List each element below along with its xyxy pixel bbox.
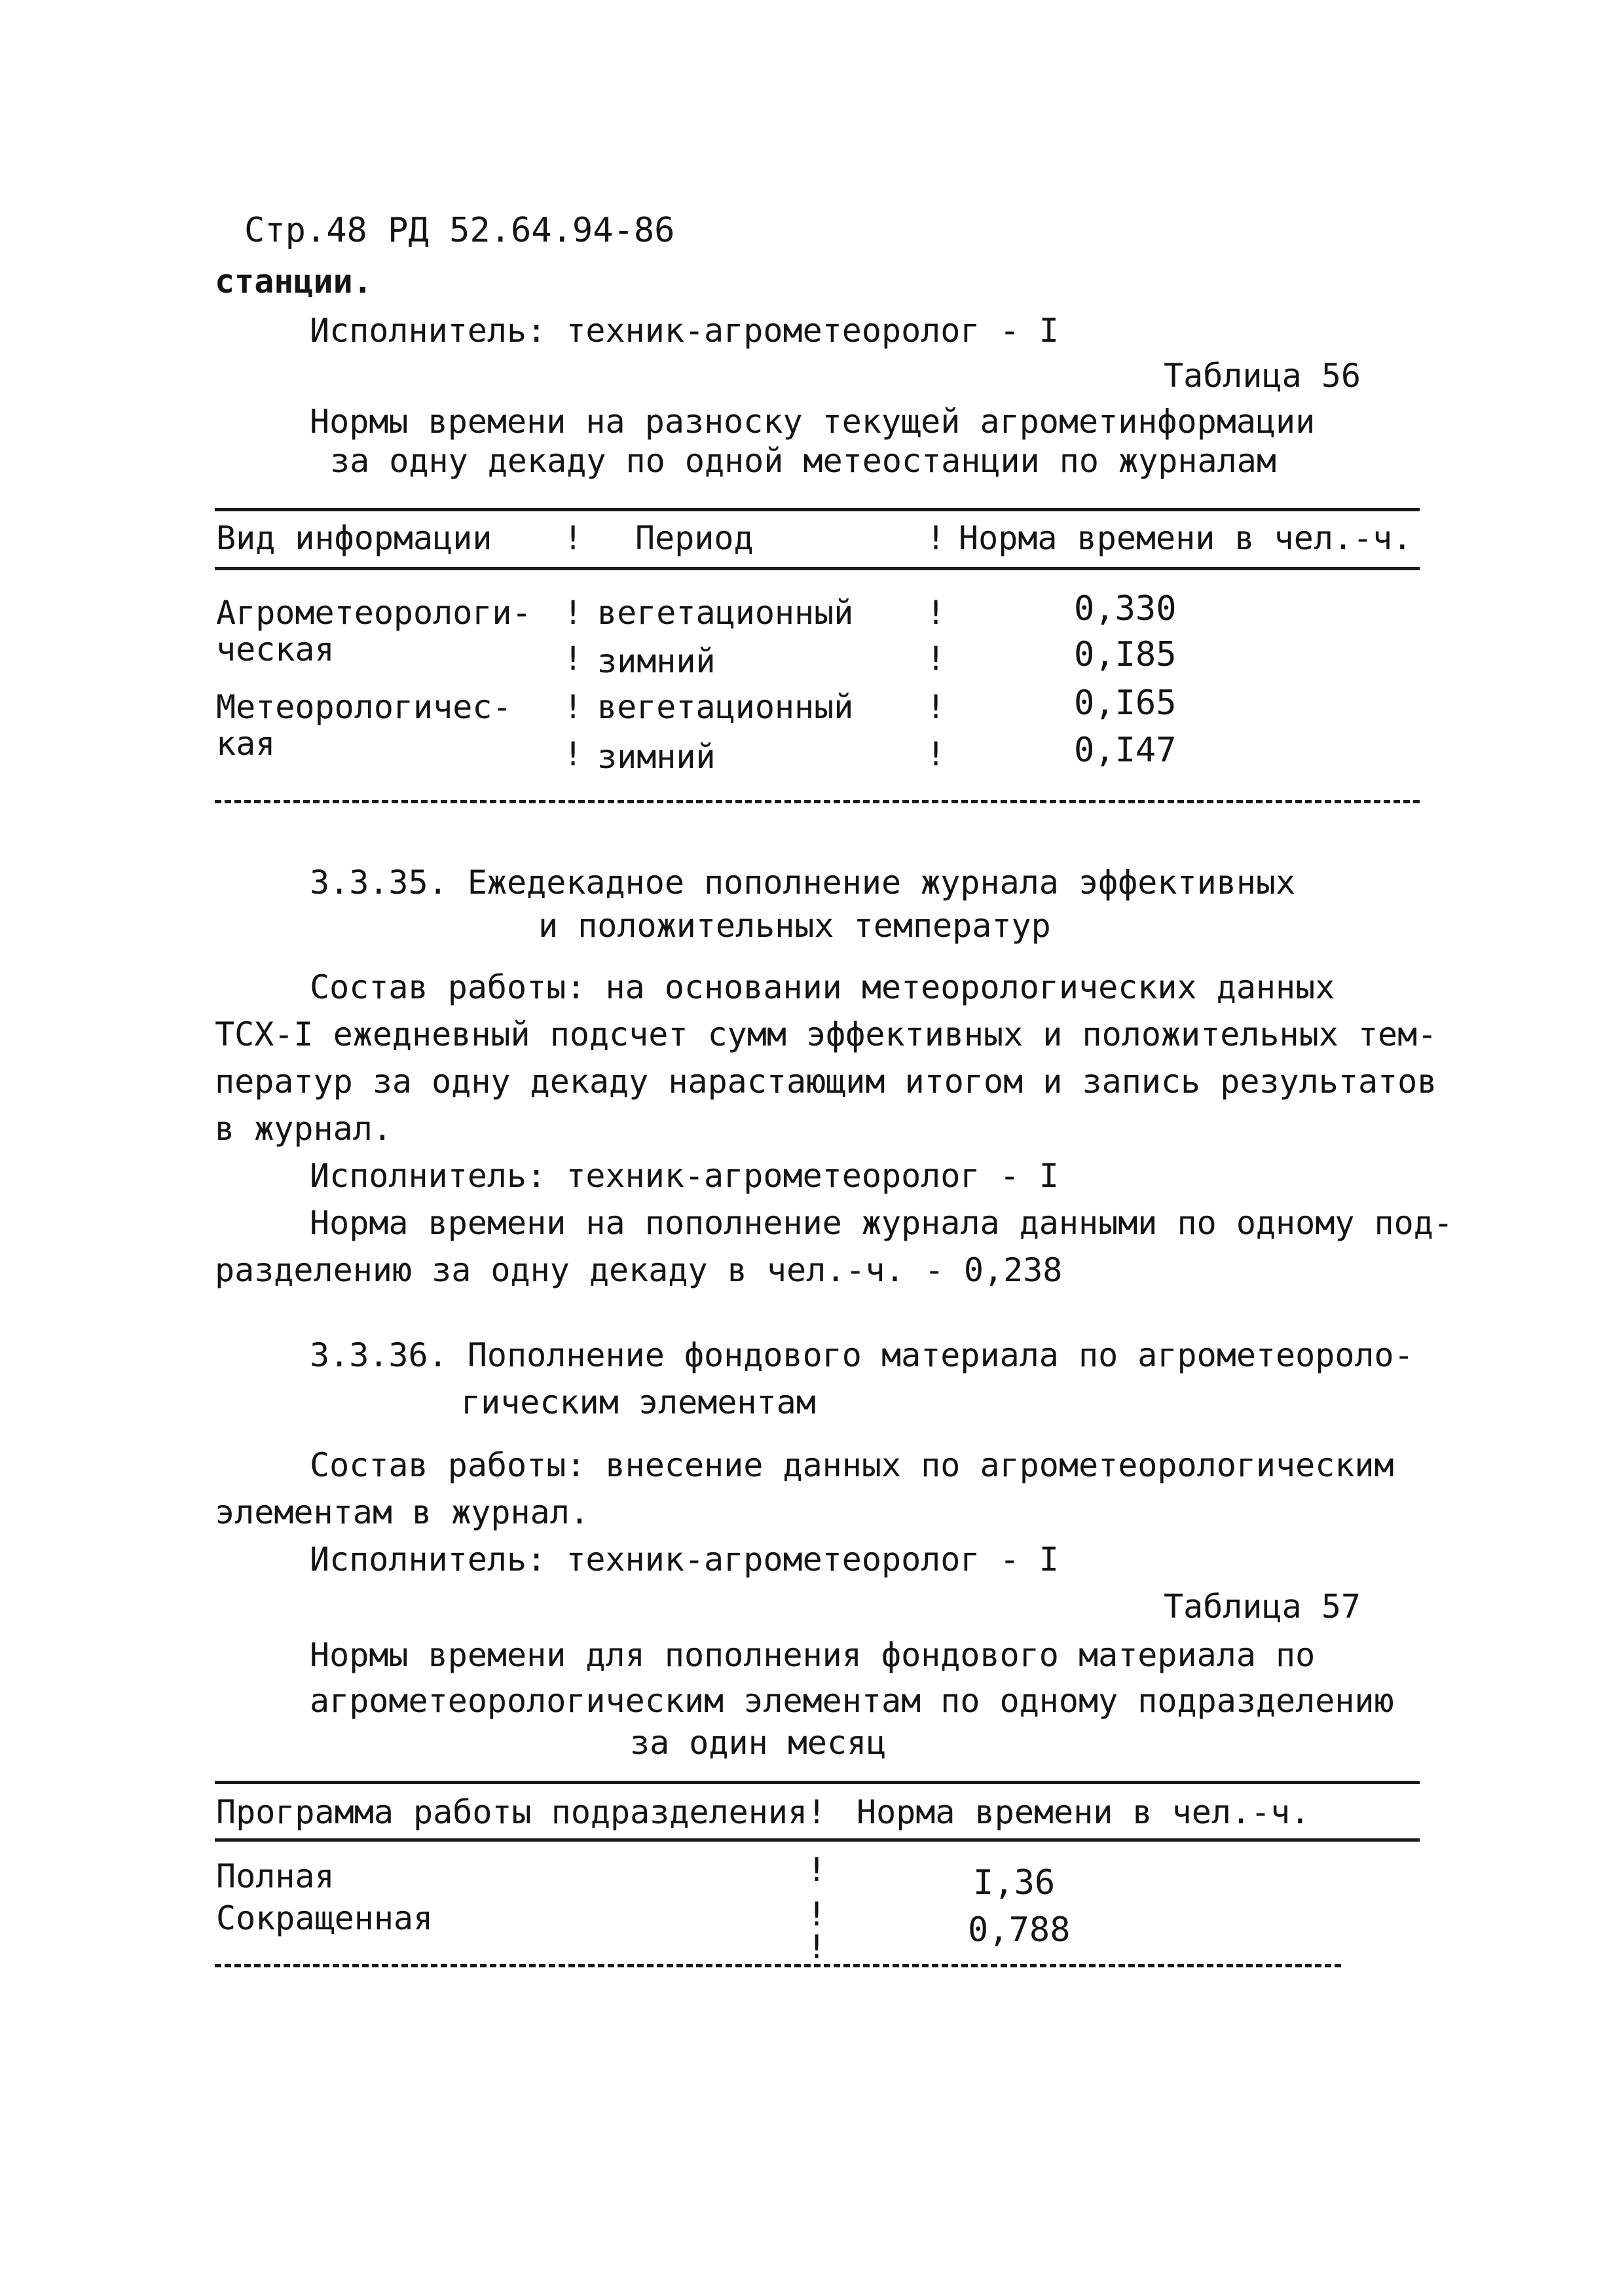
table-56-row-2-period-2: зимний	[597, 738, 716, 776]
table-56-row-1-value-2: 0,I85	[1074, 635, 1177, 674]
table-57-row-1-program: Полная	[216, 1857, 335, 1895]
paragraph-continuation: станции.	[215, 263, 373, 301]
column-separator: !	[807, 1793, 827, 1831]
section-3-3-36-heading-line-2: гическим элементам	[461, 1383, 816, 1421]
table-56-row-1-value-1: 0,330	[1074, 589, 1177, 629]
column-separator: !	[563, 519, 583, 557]
table-56-row-2-period-1: вегетационный	[597, 688, 854, 726]
table-57-title-line-3: за один месяц	[630, 1724, 887, 1762]
section-3-3-35-body-line-4: в журнал.	[215, 1110, 392, 1148]
column-separator: !	[926, 688, 946, 726]
column-separator: !	[807, 1928, 827, 1966]
table-57-row-2-value: 0,788	[968, 1910, 1071, 1950]
table-56-row-1-period-1: вегетационный	[597, 594, 854, 632]
column-separator: !	[563, 735, 583, 773]
section-3-3-35-performer: Исполнитель: техник-агрометеоролог - I	[310, 1157, 1059, 1195]
table-56-row-1-type-line-1: Агрометеорологи-	[216, 594, 532, 632]
column-separator: !	[926, 640, 946, 678]
table-56-header-rule	[215, 567, 1420, 570]
table-56-row-2-type-line-1: Метеорологичес-	[216, 688, 512, 726]
section-3-3-35-body-line-3: ператур за одну декаду нарастающим итогом и запись результатов	[215, 1063, 1437, 1101]
section-3-3-36-body-line-1: Состав работы: внесение данных по агрометеорологическим	[310, 1446, 1394, 1484]
section-3-3-35-norm-line-2: разделению за одну декаду в чел.-ч. - 0,238	[215, 1251, 1063, 1289]
column-separator: !	[563, 594, 583, 632]
section-3-3-35-body-line-1: Состав работы: на основании метеорологических данных	[310, 968, 1335, 1006]
table-56-row-1-period-2: зимний	[597, 642, 716, 680]
page-header: Стр.48 РД 52.64.94-86	[244, 211, 675, 250]
table-57-row-2-program: Сокращенная	[216, 1899, 434, 1937]
performer-line: Исполнитель: техник-агрометеоролог - I	[310, 312, 1059, 350]
table-56-label: Таблица 56	[1164, 357, 1361, 395]
table-57-header-norm: Норма времени в чел.-ч.	[857, 1793, 1310, 1831]
section-3-3-36-heading-line-1: 3.3.36. Пополнение фондового материала по агрометеороло-	[310, 1336, 1414, 1374]
table-57-label: Таблица 57	[1164, 1588, 1361, 1626]
table-56-header-type: Вид информации	[216, 519, 492, 557]
column-separator: !	[926, 735, 946, 773]
table-56-header-norm: Норма времени в чел.-ч.	[959, 519, 1412, 557]
table-57-title-line-2: агрометеорологическим элементам по одному подразделению	[310, 1682, 1394, 1720]
table-57-header-rule	[215, 1838, 1420, 1842]
table-56-title-line-2: за одну декаду по одной метеостанции по журналам	[330, 442, 1276, 480]
section-3-3-36-performer: Исполнитель: техник-агрометеоролог - I	[310, 1540, 1059, 1578]
table-56-bottom-rule	[215, 800, 1420, 803]
table-56-header-period: Период	[635, 519, 754, 557]
table-56-row-1-type-line-2: ческая	[216, 630, 335, 668]
section-3-3-35-body-line-2: ТСХ-I ежедневный подсчет сумм эффективных и положительных тем-	[215, 1015, 1437, 1053]
table-57-title-line-1: Нормы времени для пополнения фондового материала по	[310, 1636, 1316, 1674]
table-57-row-1-value: I,36	[973, 1863, 1056, 1903]
column-separator: !	[807, 1851, 827, 1889]
column-separator: !	[926, 594, 946, 632]
table-57-header-program: Программа работы подразделения	[216, 1793, 808, 1831]
table-56-row-2-type-line-2: кая	[216, 725, 276, 763]
section-3-3-36-body-line-2: элементам в журнал.	[215, 1493, 589, 1531]
table-56-row-2-value-1: 0,I65	[1074, 683, 1177, 723]
table-57-bottom-rule	[215, 1964, 1341, 1967]
table-56-title-line-1: Нормы времени на разноску текущей агрометинформации	[310, 403, 1316, 441]
table-57-top-rule	[215, 1781, 1420, 1784]
table-56-row-2-value-2: 0,I47	[1074, 731, 1177, 770]
section-3-3-35-heading-line-1: 3.3.35. Ежедекадное пополнение журнала эффективных	[310, 864, 1296, 902]
column-separator: !	[807, 1895, 827, 1933]
table-56-top-rule	[215, 508, 1420, 511]
section-3-3-35-norm-line-1: Норма времени на пополнение журнала данными по одному под-	[310, 1204, 1453, 1242]
column-separator: !	[563, 688, 583, 726]
column-separator: !	[563, 640, 583, 678]
column-separator: !	[926, 519, 946, 557]
section-3-3-35-heading-line-2: и положительных температур	[538, 907, 1051, 945]
